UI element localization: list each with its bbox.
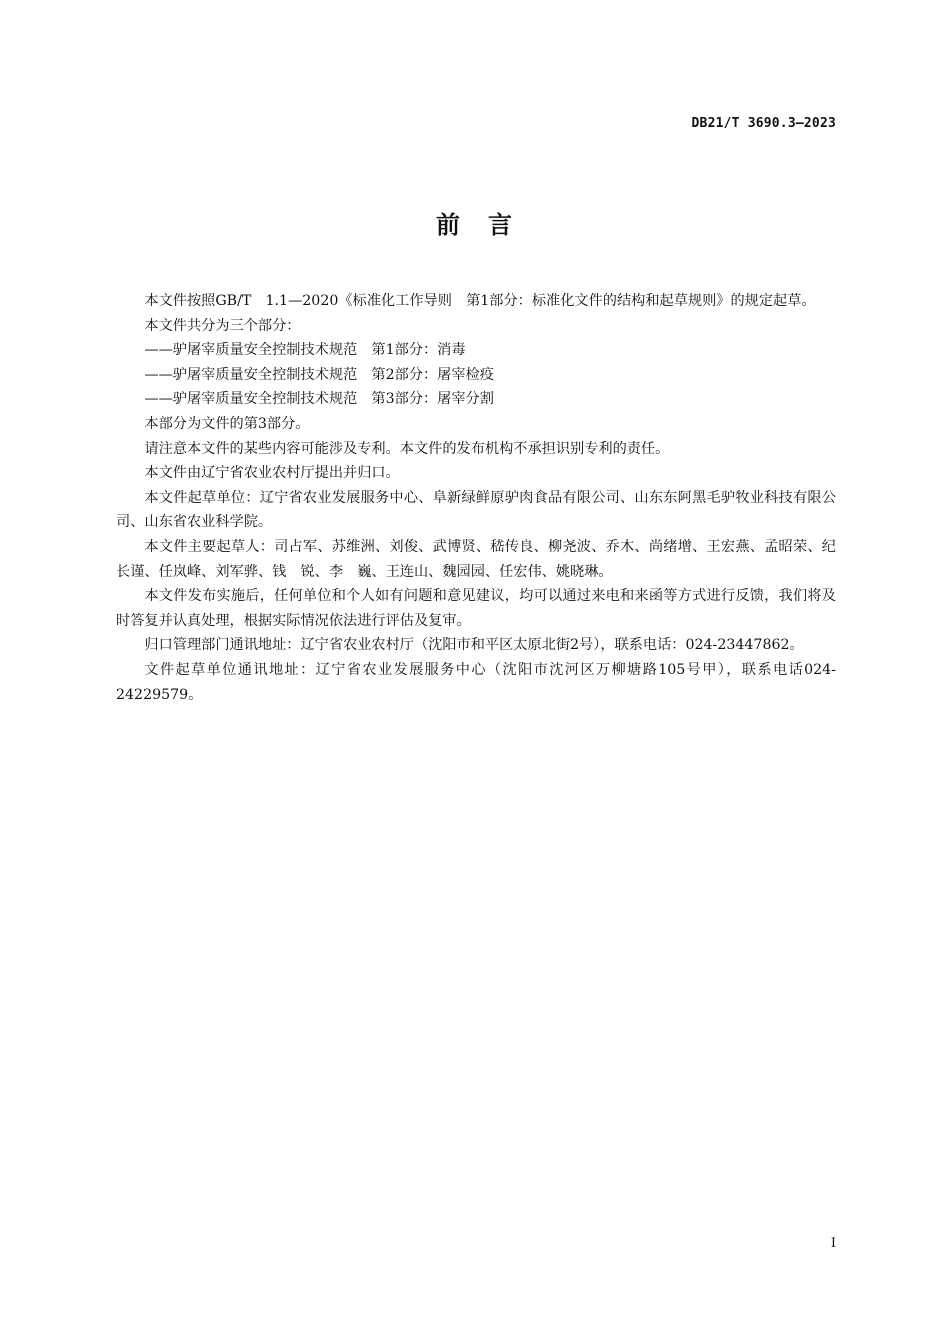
paragraph-drafters: 本文件主要起草人：司占军、苏维洲、刘俊、武博贤、嵇传良、柳尧波、乔木、尚绪增、王宏燕、孟昭荣、纪长谨、任岚峰、刘军骅、钱 锐、李 巍、王连山、魏园园、任宏伟、姚晓琳。 [116, 538, 836, 580]
paragraph-this-part: 本部分为文件的第3部分。 [144, 415, 310, 432]
document-code: DB21/T 3690.3—2023 [691, 116, 836, 131]
paragraph-part-2: ——驴屠宰质量安全控制技术规范 第2部分：屠宰检疫 [144, 366, 494, 383]
paragraph-feedback: 本文件发布实施后，任何单位和个人如有问题和意见建议，均可以通过来电和来函等方式进行反馈，我们将及时答复并认真处理，根据实际情况依法进行评估及复审。 [116, 588, 836, 629]
foreword-body [116, 289, 836, 707]
paragraph-part-1: ——驴屠宰质量安全控制技术规范 第1部分：消毒 [144, 342, 466, 359]
paragraph-part-3: ——驴屠宰质量安全控制技术规范 第3部分：屠宰分割 [144, 391, 494, 408]
page-number: I [830, 1236, 836, 1251]
paragraph-drafter-address: 文件起草单位通讯地址：辽宁省农业发展服务中心（沈阳市沈河区万柳塘路105号甲），联系电话024-24229579。 [116, 661, 836, 703]
paragraph-drafting-rules: 本文件按照GB/T 1.1—2020《标准化工作导则 第1部分：标准化文件的结构和起草规则》的规定起草。 [144, 293, 816, 309]
page-title: 前 言 [436, 211, 514, 239]
paragraph-parts-intro: 本文件共分为三个部分： [144, 317, 301, 334]
paragraph-patent-notice: 请注意本文件的某些内容可能涉及专利。本文件的发布机构不承担识别专利的责任。 [144, 440, 670, 457]
paragraph-drafting-units: 本文件起草单位：辽宁省农业发展服务中心、阜新绿鲜原驴肉食品有限公司、山东东阿黑毛驴牧业科技有限公司、山东省农业科学院。 [116, 489, 836, 531]
paragraph-authority-address: 归口管理部门通讯地址：辽宁省农业农村厅（沈阳市和平区太原北街2号），联系电话：024-23447862。 [144, 637, 804, 654]
paragraph-proposer: 本文件由辽宁省农业农村厅提出并归口。 [144, 465, 400, 482]
